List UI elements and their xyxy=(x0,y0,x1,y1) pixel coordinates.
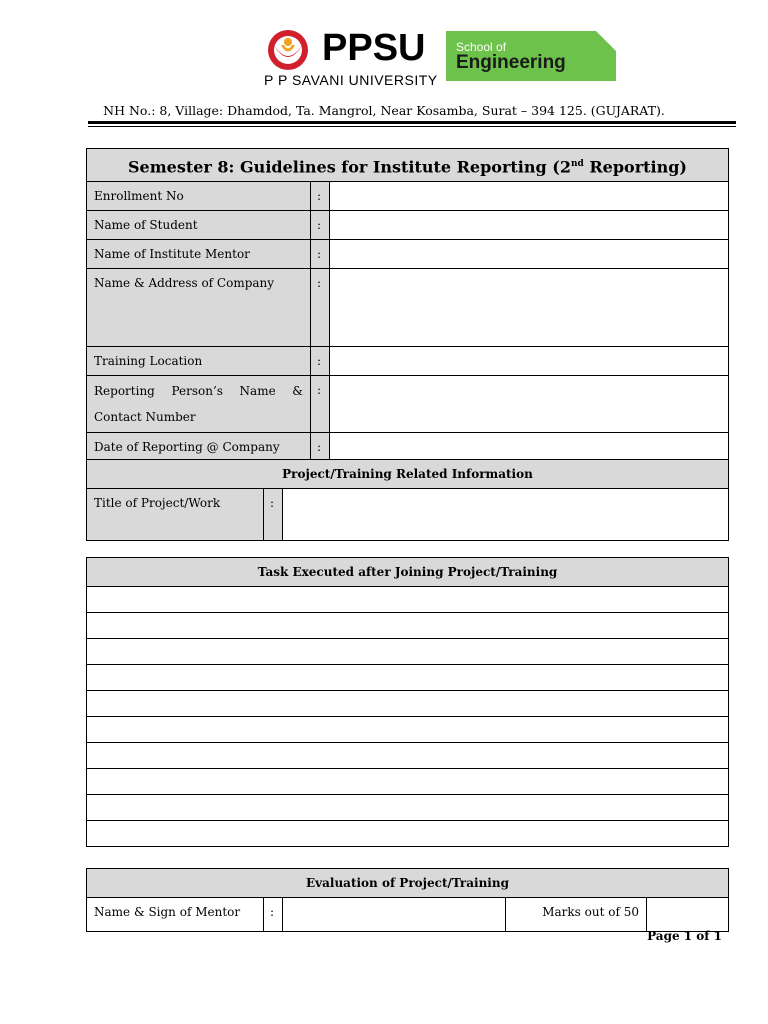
reporting-title: Semester 8: Guidelines for Institute Reporting (2nd Reporting) xyxy=(87,149,729,182)
colon: : xyxy=(264,489,283,541)
colon: : xyxy=(311,211,330,240)
colon: : xyxy=(264,898,283,932)
task-row[interactable] xyxy=(87,665,729,691)
colon: : xyxy=(311,433,330,462)
header-rule-thick xyxy=(88,121,736,124)
badge-line2: Engineering xyxy=(456,52,566,73)
reporting-date-label: Date of Reporting @ Company xyxy=(87,433,311,462)
badge-line1: School of xyxy=(456,40,507,54)
reporting-person-label: Reporting Person’s Name & Contact Number xyxy=(87,376,311,433)
reporting-person-field[interactable] xyxy=(330,376,729,433)
company-label: Name & Address of Company xyxy=(87,269,311,347)
colon: : xyxy=(311,347,330,376)
task-row[interactable] xyxy=(87,691,729,717)
task-row[interactable] xyxy=(87,613,729,639)
mentor-name-field[interactable] xyxy=(330,240,729,269)
enrollment-field[interactable] xyxy=(330,182,729,211)
task-row[interactable] xyxy=(87,717,729,743)
task-row[interactable] xyxy=(87,769,729,795)
project-info-table xyxy=(86,459,729,541)
reporting-table xyxy=(86,148,729,462)
task-title: Task Executed after Joining Project/Training xyxy=(87,558,729,587)
evaluation-title: Evaluation of Project/Training xyxy=(87,869,729,898)
marks-field[interactable] xyxy=(647,898,729,932)
location-label: Training Location xyxy=(87,347,311,376)
colon: : xyxy=(311,182,330,211)
task-row[interactable] xyxy=(87,795,729,821)
company-field[interactable] xyxy=(330,269,729,347)
colon: : xyxy=(311,376,330,433)
task-table xyxy=(86,557,729,847)
student-name-field[interactable] xyxy=(330,211,729,240)
page-number: Page 1 of 1 xyxy=(647,929,722,943)
colon: : xyxy=(311,240,330,269)
header-rule-thin xyxy=(88,126,736,127)
mentor-sign-label: Name & Sign of Mentor xyxy=(87,898,264,932)
project-title-label: Title of Project/Work xyxy=(87,489,264,541)
location-field[interactable] xyxy=(330,347,729,376)
address: NH No.: 8, Village: Dhamdod, Ta. Mangrol, Near Kosamba, Surat – 394 125. (GUJARAT). xyxy=(103,103,665,118)
university-name: P P SAVANI UNIVERSITY xyxy=(264,72,438,88)
evaluation-table xyxy=(86,868,729,932)
student-name-label: Name of Student xyxy=(87,211,311,240)
enrollment-label: Enrollment No xyxy=(87,182,311,211)
mentor-name-label: Name of Institute Mentor xyxy=(87,240,311,269)
ppsu-emblem-icon xyxy=(262,28,314,72)
task-row[interactable] xyxy=(87,587,729,613)
colon: : xyxy=(311,269,330,347)
task-row[interactable] xyxy=(87,821,729,847)
marks-label: Marks out of 50 xyxy=(506,898,647,932)
task-row[interactable] xyxy=(87,743,729,769)
project-info-title: Project/Training Related Information xyxy=(87,460,729,489)
mentor-sign-field[interactable] xyxy=(283,898,506,932)
logo-wordmark: PPSU xyxy=(322,27,426,69)
task-row[interactable] xyxy=(87,639,729,665)
project-title-field[interactable] xyxy=(283,489,729,541)
reporting-date-field[interactable] xyxy=(330,433,729,462)
